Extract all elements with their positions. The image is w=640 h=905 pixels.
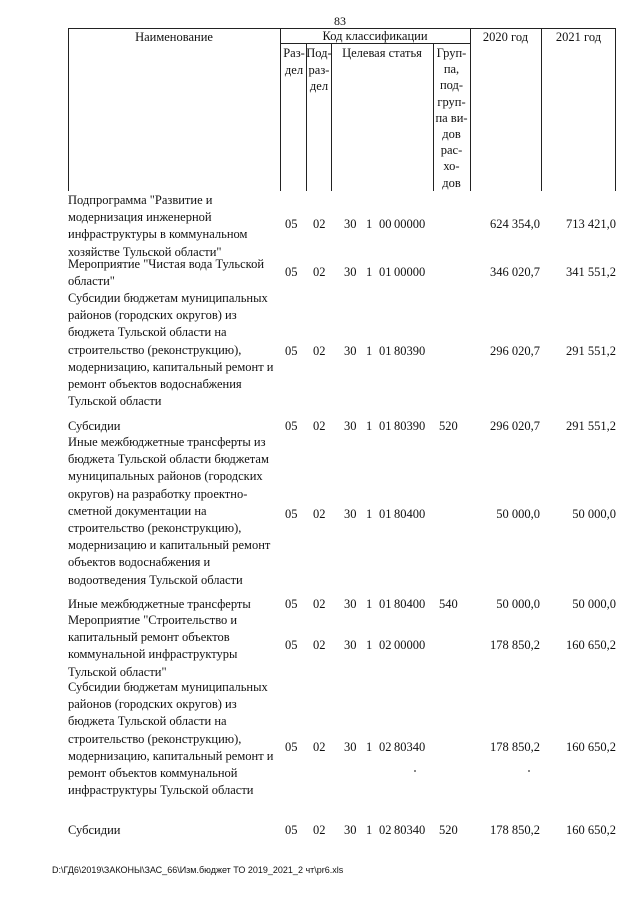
file-path-footer: D:\ГД6\2019\ЗАКОНЫ\ЗАС_66\Изм.бюджет ТО 2019_2021_2 чт\pr6.xls xyxy=(52,865,344,875)
table-row xyxy=(68,192,616,262)
row-value-2020: 50 000,0 xyxy=(496,507,540,521)
row-podrazdel: 02 xyxy=(313,217,326,231)
row-podrazdel: 02 xyxy=(313,823,326,837)
row-target-1: 30 xyxy=(344,597,357,611)
row-value-2020: 178 850,2 xyxy=(490,638,540,652)
row-podrazdel: 02 xyxy=(313,597,326,611)
row-podrazdel: 02 xyxy=(313,507,326,521)
row-razdel: 05 xyxy=(285,217,298,231)
row-razdel: 05 xyxy=(285,419,298,433)
scan-speck xyxy=(528,770,530,772)
table-row xyxy=(68,822,616,840)
row-target-2: 1 xyxy=(366,823,373,837)
row-razdel: 05 xyxy=(285,507,298,521)
row-podrazdel: 02 xyxy=(313,638,326,652)
row-target-3: 02 xyxy=(379,638,392,652)
row-target-2: 1 xyxy=(366,740,373,754)
row-target-1: 30 xyxy=(344,638,357,652)
row-target-1: 30 xyxy=(344,419,357,433)
row-target-2: 1 xyxy=(366,265,373,279)
row-name: Иные межбюджетные трансферты xyxy=(68,597,251,611)
row-target-2: 1 xyxy=(366,507,373,521)
header-podrazdel: Под- раз- дел xyxy=(306,46,332,93)
row-target-3: 01 xyxy=(379,419,392,433)
row-target-3: 01 xyxy=(379,344,392,358)
row-target-2: 1 xyxy=(366,217,373,231)
row-razdel: 05 xyxy=(285,265,298,279)
row-value-2021: 341 551,2 xyxy=(566,265,616,279)
row-razdel: 05 xyxy=(285,823,298,837)
row-value-2021: 160 650,2 xyxy=(566,740,616,754)
row-podrazdel: 02 xyxy=(313,419,326,433)
row-target-3: 01 xyxy=(379,507,392,521)
row-target-2: 1 xyxy=(366,638,373,652)
row-podrazdel: 02 xyxy=(313,740,326,754)
row-value-2021: 50 000,0 xyxy=(572,597,616,611)
row-target-4: 80400 xyxy=(394,507,426,521)
row-name: Мероприятие "Чистая вода Тульской области" xyxy=(68,257,265,289)
row-target-4: 80390 xyxy=(394,419,426,433)
row-target-3: 01 xyxy=(379,597,392,611)
header-year-2021: 2021 год xyxy=(555,30,602,44)
row-name: Субсидии бюджетам муниципальных районов (городских округов) из бюджета Тульской области на строительство (реконструкцию), модернизацию, капитальный ремонт и ремонт объектов водоснабжения Тульской области xyxy=(68,291,274,409)
scan-speck xyxy=(414,770,416,772)
table-row xyxy=(68,256,616,291)
row-target-3: 02 xyxy=(379,823,392,837)
row-target-1: 30 xyxy=(344,344,357,358)
row-value-2021: 50 000,0 xyxy=(572,507,616,521)
row-value-2021: 291 551,2 xyxy=(566,419,616,433)
row-target-4: 80340 xyxy=(394,823,426,837)
row-value-2020: 178 850,2 xyxy=(490,740,540,754)
table-row xyxy=(68,679,616,804)
table-row xyxy=(68,290,616,415)
row-value-2020: 346 020,7 xyxy=(490,265,540,279)
row-razdel: 05 xyxy=(285,597,298,611)
header-year-2020: 2020 год xyxy=(482,30,529,44)
row-target-1: 30 xyxy=(344,265,357,279)
row-value-2021: 713 421,0 xyxy=(566,217,616,231)
row-razdel: 05 xyxy=(285,344,298,358)
row-name: Субсидии xyxy=(68,419,121,433)
row-value-2021: 160 650,2 xyxy=(566,823,616,837)
row-name: Мероприятие "Строительство и капитальный ремонт объектов коммунальной инфраструктуры Тульской области" xyxy=(68,613,238,679)
row-target-4: 80340 xyxy=(394,740,426,754)
row-name: Иные межбюджетные трансферты из бюджета Тульской области бюджетам муниципальных районов (городских округов) на разработку проектно- сметной документации на строительство (реконструкцию), модернизацию и капитальный ремонт объектов водоснабжения и водоотведения Тульской области xyxy=(68,435,271,587)
row-value-2020: 296 020,7 xyxy=(490,344,540,358)
row-razdel: 05 xyxy=(285,740,298,754)
row-name: Субсидии бюджетам муниципальных районов (городских округов) из бюджета Тульской области на строительство (реконструкцию), модернизацию, капитальный ремонт и ремонт объектов коммунальной инфраструктуры Тульской области xyxy=(68,680,274,798)
row-value-2021: 160 650,2 xyxy=(566,638,616,652)
header-classification: Код классификации xyxy=(322,29,428,43)
row-group: 540 xyxy=(439,597,458,611)
row-value-2021: 291 551,2 xyxy=(566,344,616,358)
row-name: Субсидии xyxy=(68,823,121,837)
row-value-2020: 296 020,7 xyxy=(490,419,540,433)
row-target-1: 30 xyxy=(344,740,357,754)
row-target-4: 00000 xyxy=(394,265,426,279)
header-group: Груп- па, под- груп- па ви- дов рас- хо- дов xyxy=(435,46,468,190)
row-group: 520 xyxy=(439,419,458,433)
table-row xyxy=(68,434,616,594)
row-target-3: 02 xyxy=(379,740,392,754)
row-target-4: 80390 xyxy=(394,344,426,358)
row-target-3: 00 xyxy=(379,217,392,231)
header-name: Наименование xyxy=(135,30,213,44)
table-header xyxy=(68,28,616,191)
row-podrazdel: 02 xyxy=(313,265,326,279)
row-target-1: 30 xyxy=(344,823,357,837)
row-podrazdel: 02 xyxy=(313,344,326,358)
row-target-1: 30 xyxy=(344,217,357,231)
row-target-4: 80400 xyxy=(394,597,426,611)
row-target-1: 30 xyxy=(344,507,357,521)
row-target-2: 1 xyxy=(366,419,373,433)
row-target-2: 1 xyxy=(366,344,373,358)
row-name: Подпрограмма "Развитие и модернизация инженерной инфраструктуры в коммунальном хозяйстве Тульской области" xyxy=(68,193,248,259)
row-value-2020: 50 000,0 xyxy=(496,597,540,611)
row-group: 520 xyxy=(439,823,458,837)
row-value-2020: 624 354,0 xyxy=(490,217,540,231)
table-row xyxy=(68,612,616,682)
row-target-2: 1 xyxy=(366,597,373,611)
page-number: 83 xyxy=(334,14,346,28)
header-target: Целевая статья xyxy=(342,46,422,60)
row-target-4: 00000 xyxy=(394,217,426,231)
row-target-4: 00000 xyxy=(394,638,426,652)
row-target-3: 01 xyxy=(379,265,392,279)
row-razdel: 05 xyxy=(285,638,298,652)
row-value-2020: 178 850,2 xyxy=(490,823,540,837)
header-razdel: Раз- дел xyxy=(283,46,305,77)
